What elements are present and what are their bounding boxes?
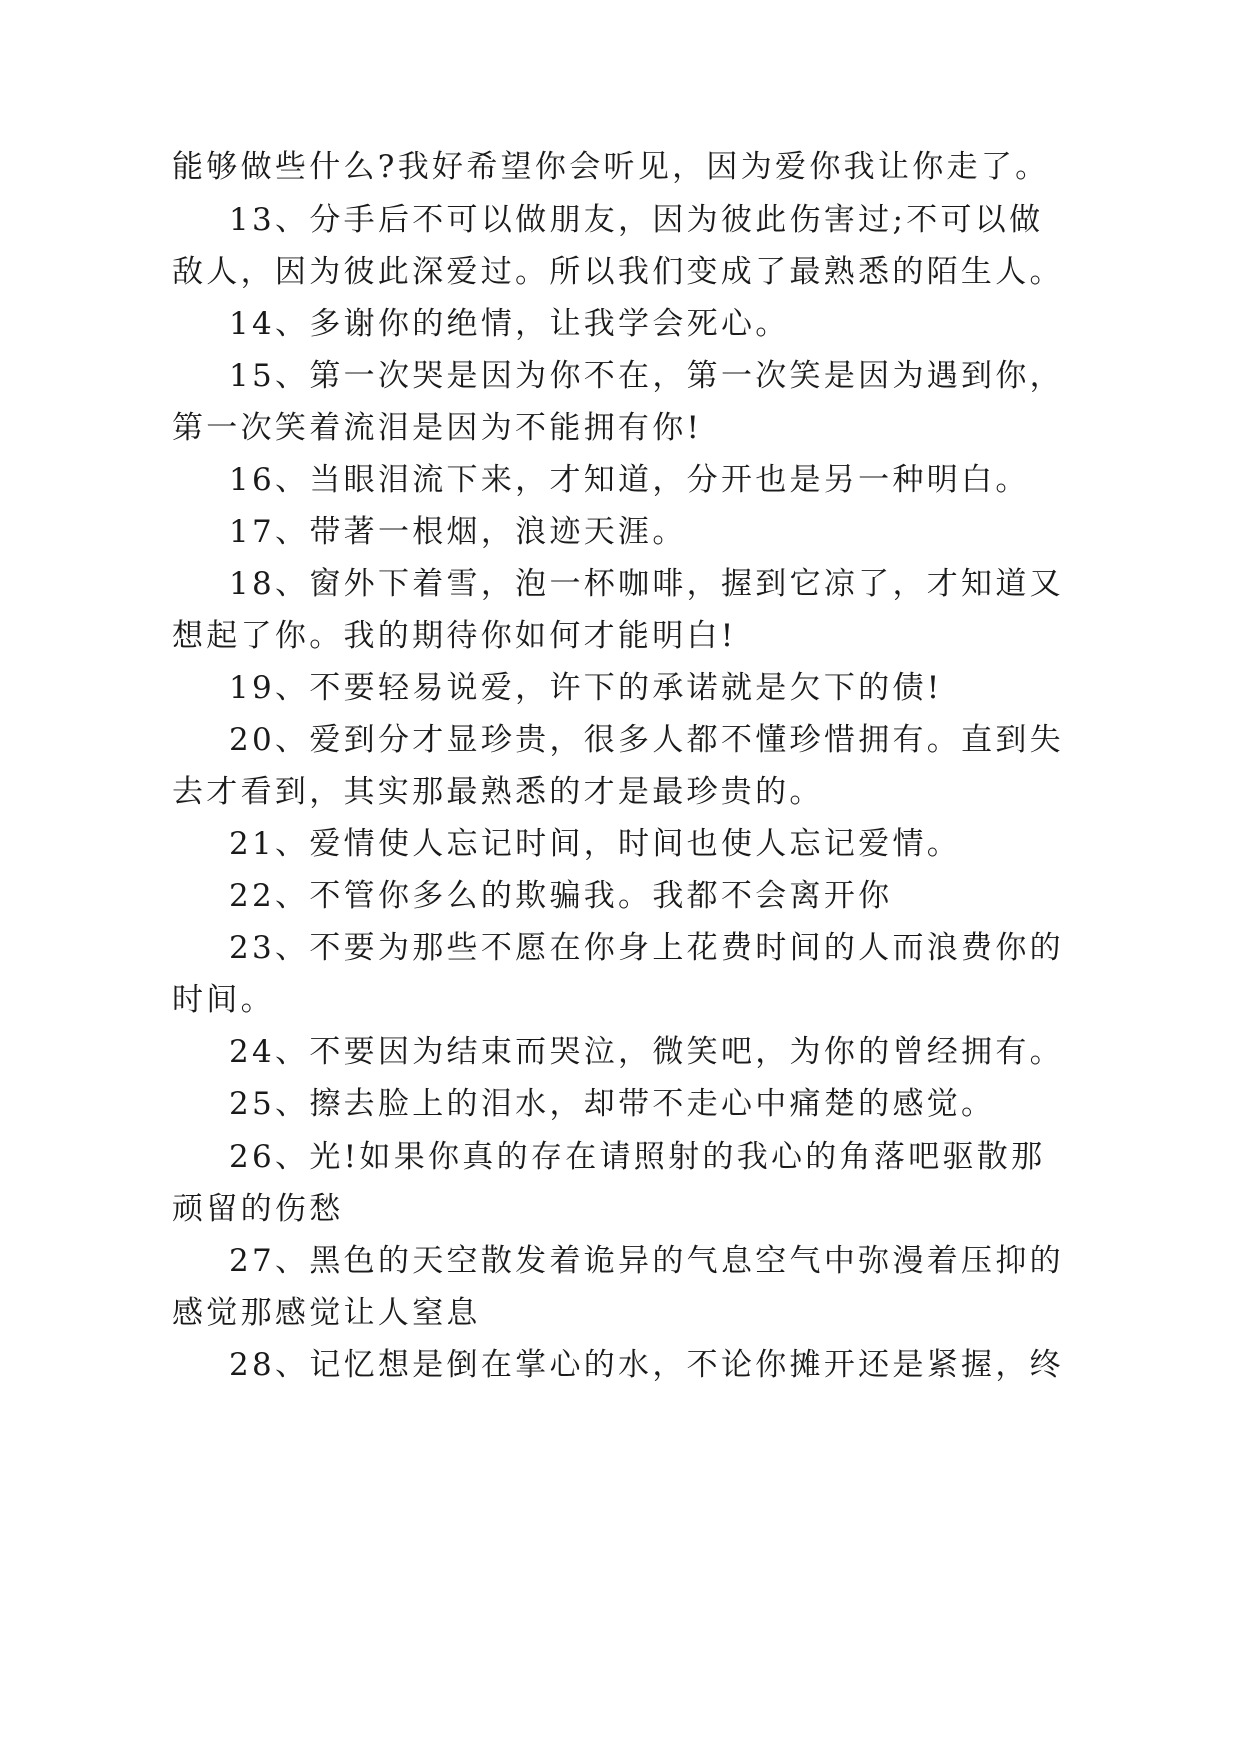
text-line: 15、第一次哭是因为你不在，第一次笑是因为遇到你， [229, 358, 1064, 394]
text-line: 时间。 [172, 982, 275, 1018]
text-line: 敌人，因为彼此深爱过。所以我们变成了最熟悉的陌生人。 [172, 254, 1064, 290]
text-line: 20、爱到分才显珍贵，很多人都不懂珍惜拥有。直到失 [229, 722, 1064, 758]
text-line: 21、爱情使人忘记时间，时间也使人忘记爱情。 [229, 826, 962, 862]
text-line: 28、记忆想是倒在掌心的水，不论你摊开还是紧握，终 [229, 1347, 1064, 1383]
text-line: 24、不要因为结束而哭泣，微笑吧，为你的曾经拥有。 [229, 1034, 1064, 1070]
text-line: 17、带著一根烟，浪迹天涯。 [229, 514, 687, 550]
text-line: 第一次笑着流泪是因为不能拥有你! [172, 410, 703, 446]
text-line: 想起了你。我的期待你如何才能明白! [172, 618, 737, 654]
text-line: 去才看到，其实那最熟悉的才是最珍贵的。 [172, 774, 824, 810]
text-line: 19、不要轻易说爱，许下的承诺就是欠下的债! [229, 670, 943, 706]
text-line: 18、窗外下着雪，泡一杯咖啡，握到它凉了，才知道又 [229, 566, 1064, 602]
text-line: 27、黑色的天空散发着诡异的气息空气中弥漫着压抑的 [229, 1243, 1064, 1279]
text-line: 26、光!如果你真的存在请照射的我心的角落吧驱散那 [229, 1139, 1046, 1175]
text-line: 13、分手后不可以做朋友，因为彼此伤害过;不可以做 [229, 202, 1044, 238]
text-line: 感觉那感觉让人窒息 [172, 1295, 481, 1331]
text-line: 顽留的伤愁 [172, 1191, 344, 1227]
text-line: 14、多谢你的绝情，让我学会死心。 [229, 306, 790, 342]
text-line: 23、不要为那些不愿在你身上花费时间的人而浪费你的 [229, 930, 1064, 966]
text-line: 能够做些什么?我好希望你会听见，因为爱你我让你走了。 [172, 149, 1050, 185]
text-line: 16、当眼泪流下来，才知道，分开也是另一种明白。 [229, 462, 1030, 498]
text-line: 25、擦去脸上的泪水，却带不走心中痛楚的感觉。 [229, 1086, 996, 1122]
text-line: 22、不管你多么的欺骗我。我都不会离开你 [229, 878, 893, 914]
